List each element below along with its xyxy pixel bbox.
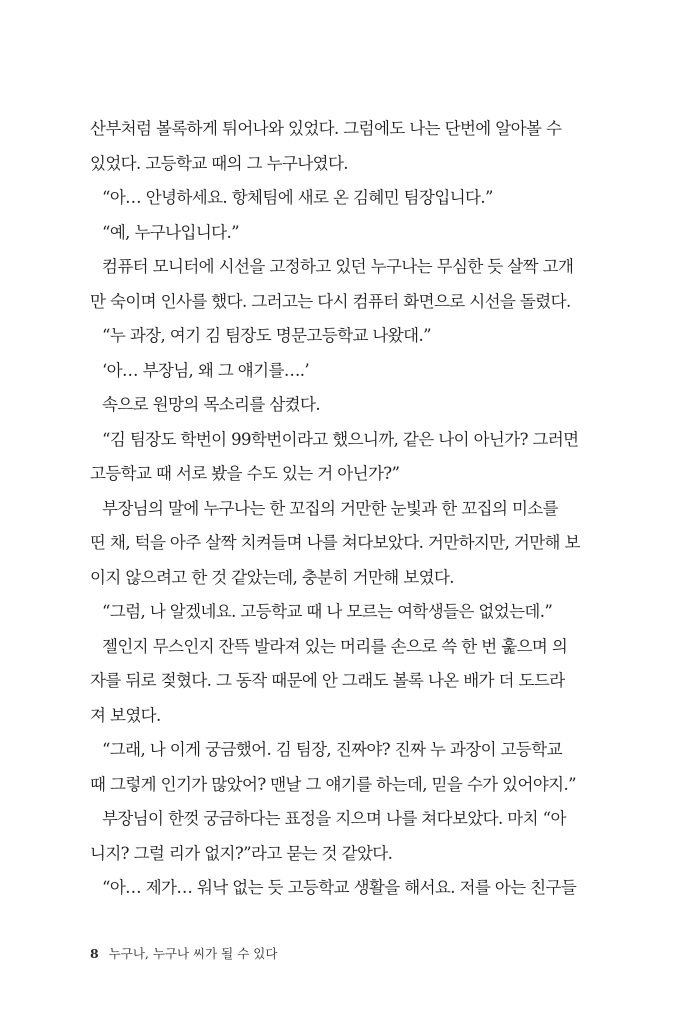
text-line: “누 과장, 여기 김 팀장도 명문고등학교 나왔대.”	[102, 326, 431, 345]
text-line: 산부처럼 볼록하게 튀어나와 있었다. 그럼에도 나는 단번에 알아볼 수	[90, 119, 562, 138]
text-line: 띤 채, 턱을 아주 살짝 치켜들며 나를 쳐다보았다. 거만하지만, 거만해 보	[90, 533, 580, 552]
text-line: 부장님이 한껏 궁금하다는 표정을 지으며 나를 쳐다보았다. 마치 “아	[102, 809, 566, 828]
text-line: 자를 뒤로 젖혔다. 그 동작 때문에 안 그래도 볼록 나온 배가 더 도드라	[90, 671, 565, 690]
text-line: 속으로 원망의 목소리를 삼켰다.	[102, 395, 320, 414]
text-line: 니지? 그럴 리가 없지?”라고 묻는 것 같았다.	[90, 843, 393, 863]
text-line: “아… 제가… 워낙 없는 듯 고등학교 생활을 해서요. 저를 아는 친구들	[102, 878, 577, 897]
page-footer	[90, 944, 277, 964]
text-line: 있었다. 고등학교 때의 그 누구나였다.	[90, 153, 348, 173]
text-line: 컴퓨터 모니터에 시선을 고정하고 있던 누구나는 무심한 듯 살짝 고개	[102, 257, 574, 276]
text-line: “그럼, 나 알겠네요. 고등학교 때 나 모르는 여학생들은 없었는데.”	[102, 602, 553, 621]
text-line: “아… 안녕하세요. 항체팀에 새로 온 김혜민 팀장입니다.”	[102, 188, 493, 207]
text-line: 이지 않으려고 한 것 같았는데, 충분히 거만해 보였다.	[90, 567, 454, 587]
text-line: 젤인지 무스인지 잔뜩 발라져 있는 머리를 손으로 쓱 한 번 훑으며 의	[102, 636, 568, 656]
text-line: ‘아… 부장님, 왜 그 얘기를….’	[102, 360, 310, 380]
text-line: 부장님의 말에 누구나는 한 꼬집의 거만한 눈빛과 한 꼬집의 미소를	[102, 498, 558, 518]
body-text	[90, 112, 602, 906]
text-line: “김 팀장도 학번이 99학번이라고 했으니까, 같은 나이 아닌가? 그러면	[102, 429, 579, 449]
text-line: 져 보였다.	[90, 705, 161, 725]
text-line: 고등학교 때 서로 봤을 수도 있는 거 아닌가?”	[90, 464, 400, 483]
text-line: 만 숙이며 인사를 했다. 그러고는 다시 컴퓨터 화면으로 시선을 돌렸다.	[90, 291, 571, 311]
running-title: 누구나, 누구나 씨가 될 수 있다	[108, 946, 278, 961]
text-line: “예, 누구나입니다.”	[102, 222, 239, 242]
text-line: 때 그렇게 인기가 많았어? 맨날 그 얘기를 하는데, 믿을 수가 있어야지.”	[90, 774, 576, 794]
text-line: “그래, 나 이게 궁금했어. 김 팀장, 진짜야? 진짜 누 과장이 고등학교	[102, 740, 562, 759]
page-number: 8	[90, 946, 99, 961]
